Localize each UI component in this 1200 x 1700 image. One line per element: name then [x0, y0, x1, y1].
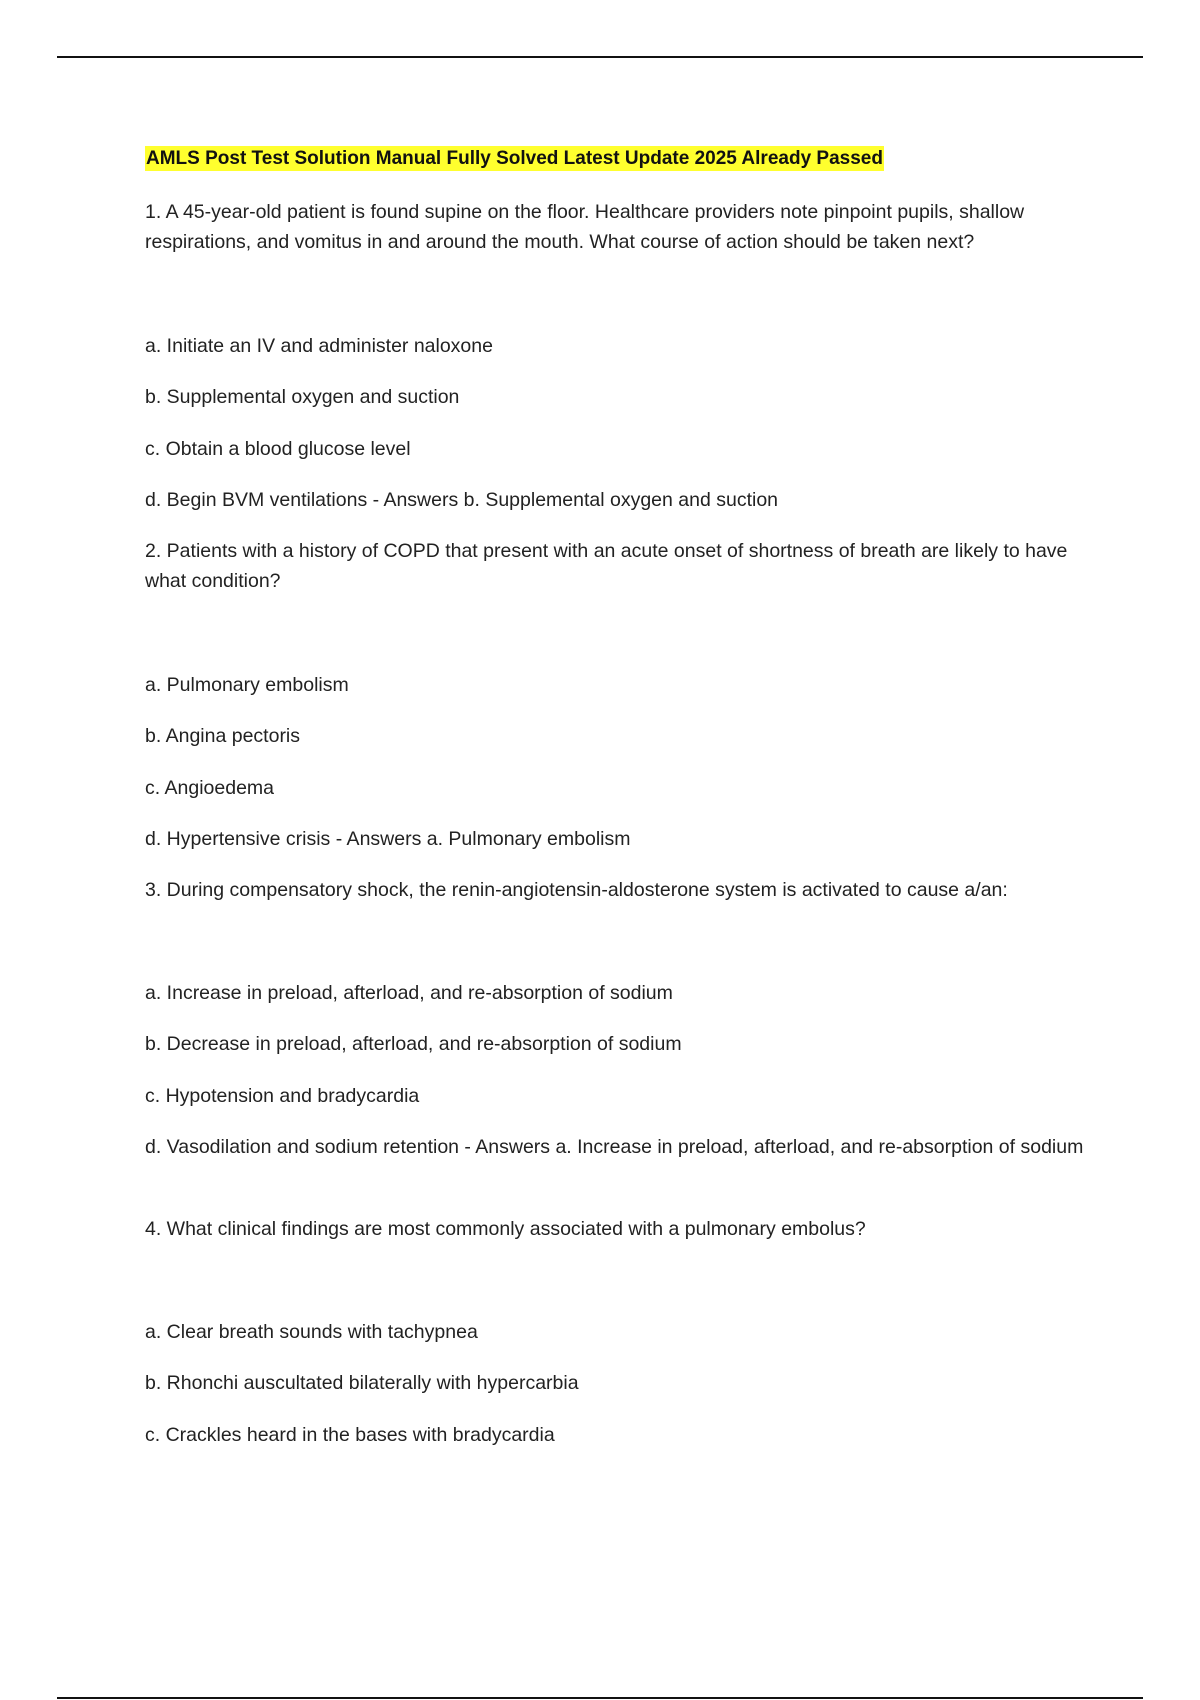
question-3-option-c: c. Hypotension and bradycardia	[145, 1085, 420, 1107]
question-1-option-b: b. Supplemental oxygen and suction	[145, 386, 460, 408]
question-1-option-a: a. Initiate an IV and administer naloxone	[145, 335, 493, 357]
page-bottom-rule	[57, 1697, 1143, 1699]
question-2-option-a: a. Pulmonary embolism	[145, 674, 349, 696]
question-4-option-b: b. Rhonchi auscultated bilaterally with hypercarbia	[145, 1372, 579, 1394]
question-4-stem: 4. What clinical findings are most commonly associated with a pulmonary embolus?	[145, 1218, 866, 1240]
question-3-option-a: a. Increase in preload, afterload, and re-absorption of sodium	[145, 982, 673, 1004]
document-title: AMLS Post Test Solution Manual Fully Solved Latest Update 2025 Already Passed	[146, 148, 883, 169]
question-1-option-c: c. Obtain a blood glucose level	[145, 438, 411, 460]
question-2-option-c: c. Angioedema	[145, 777, 275, 799]
question-2-stem: 2. Patients with a history of COPD that present with an acute onset of shortness of breath are likely to have what condition?	[145, 540, 1068, 592]
question-2-option-d: d. Hypertensive crisis - Answers a. Pulmonary embolism	[145, 828, 631, 850]
question-4-option-a: a. Clear breath sounds with tachypnea	[145, 1321, 478, 1343]
question-1-option-d: d. Begin BVM ventilations - Answers b. Supplemental oxygen and suction	[145, 489, 779, 511]
question-4-option-c: c. Crackles heard in the bases with bradycardia	[145, 1424, 555, 1446]
question-1-stem: 1. A 45-year-old patient is found supine on the floor. Healthcare providers note pinpoint pupils, shallow respirations, and vomitus in and around the mouth. What course of action should be taken next?	[145, 201, 1025, 253]
question-2-option-b: b. Angina pectoris	[145, 725, 301, 747]
question-3-option-b: b. Decrease in preload, afterload, and re-absorption of sodium	[145, 1033, 682, 1055]
question-3-stem: 3. During compensatory shock, the renin-angiotensin-aldosterone system is activated to cause a/an:	[145, 879, 1008, 901]
page-top-rule	[57, 56, 1143, 58]
question-3-option-d: d. Vasodilation and sodium retention - Answers a. Increase in preload, afterload, and re-absorption of sodium	[145, 1136, 1084, 1158]
